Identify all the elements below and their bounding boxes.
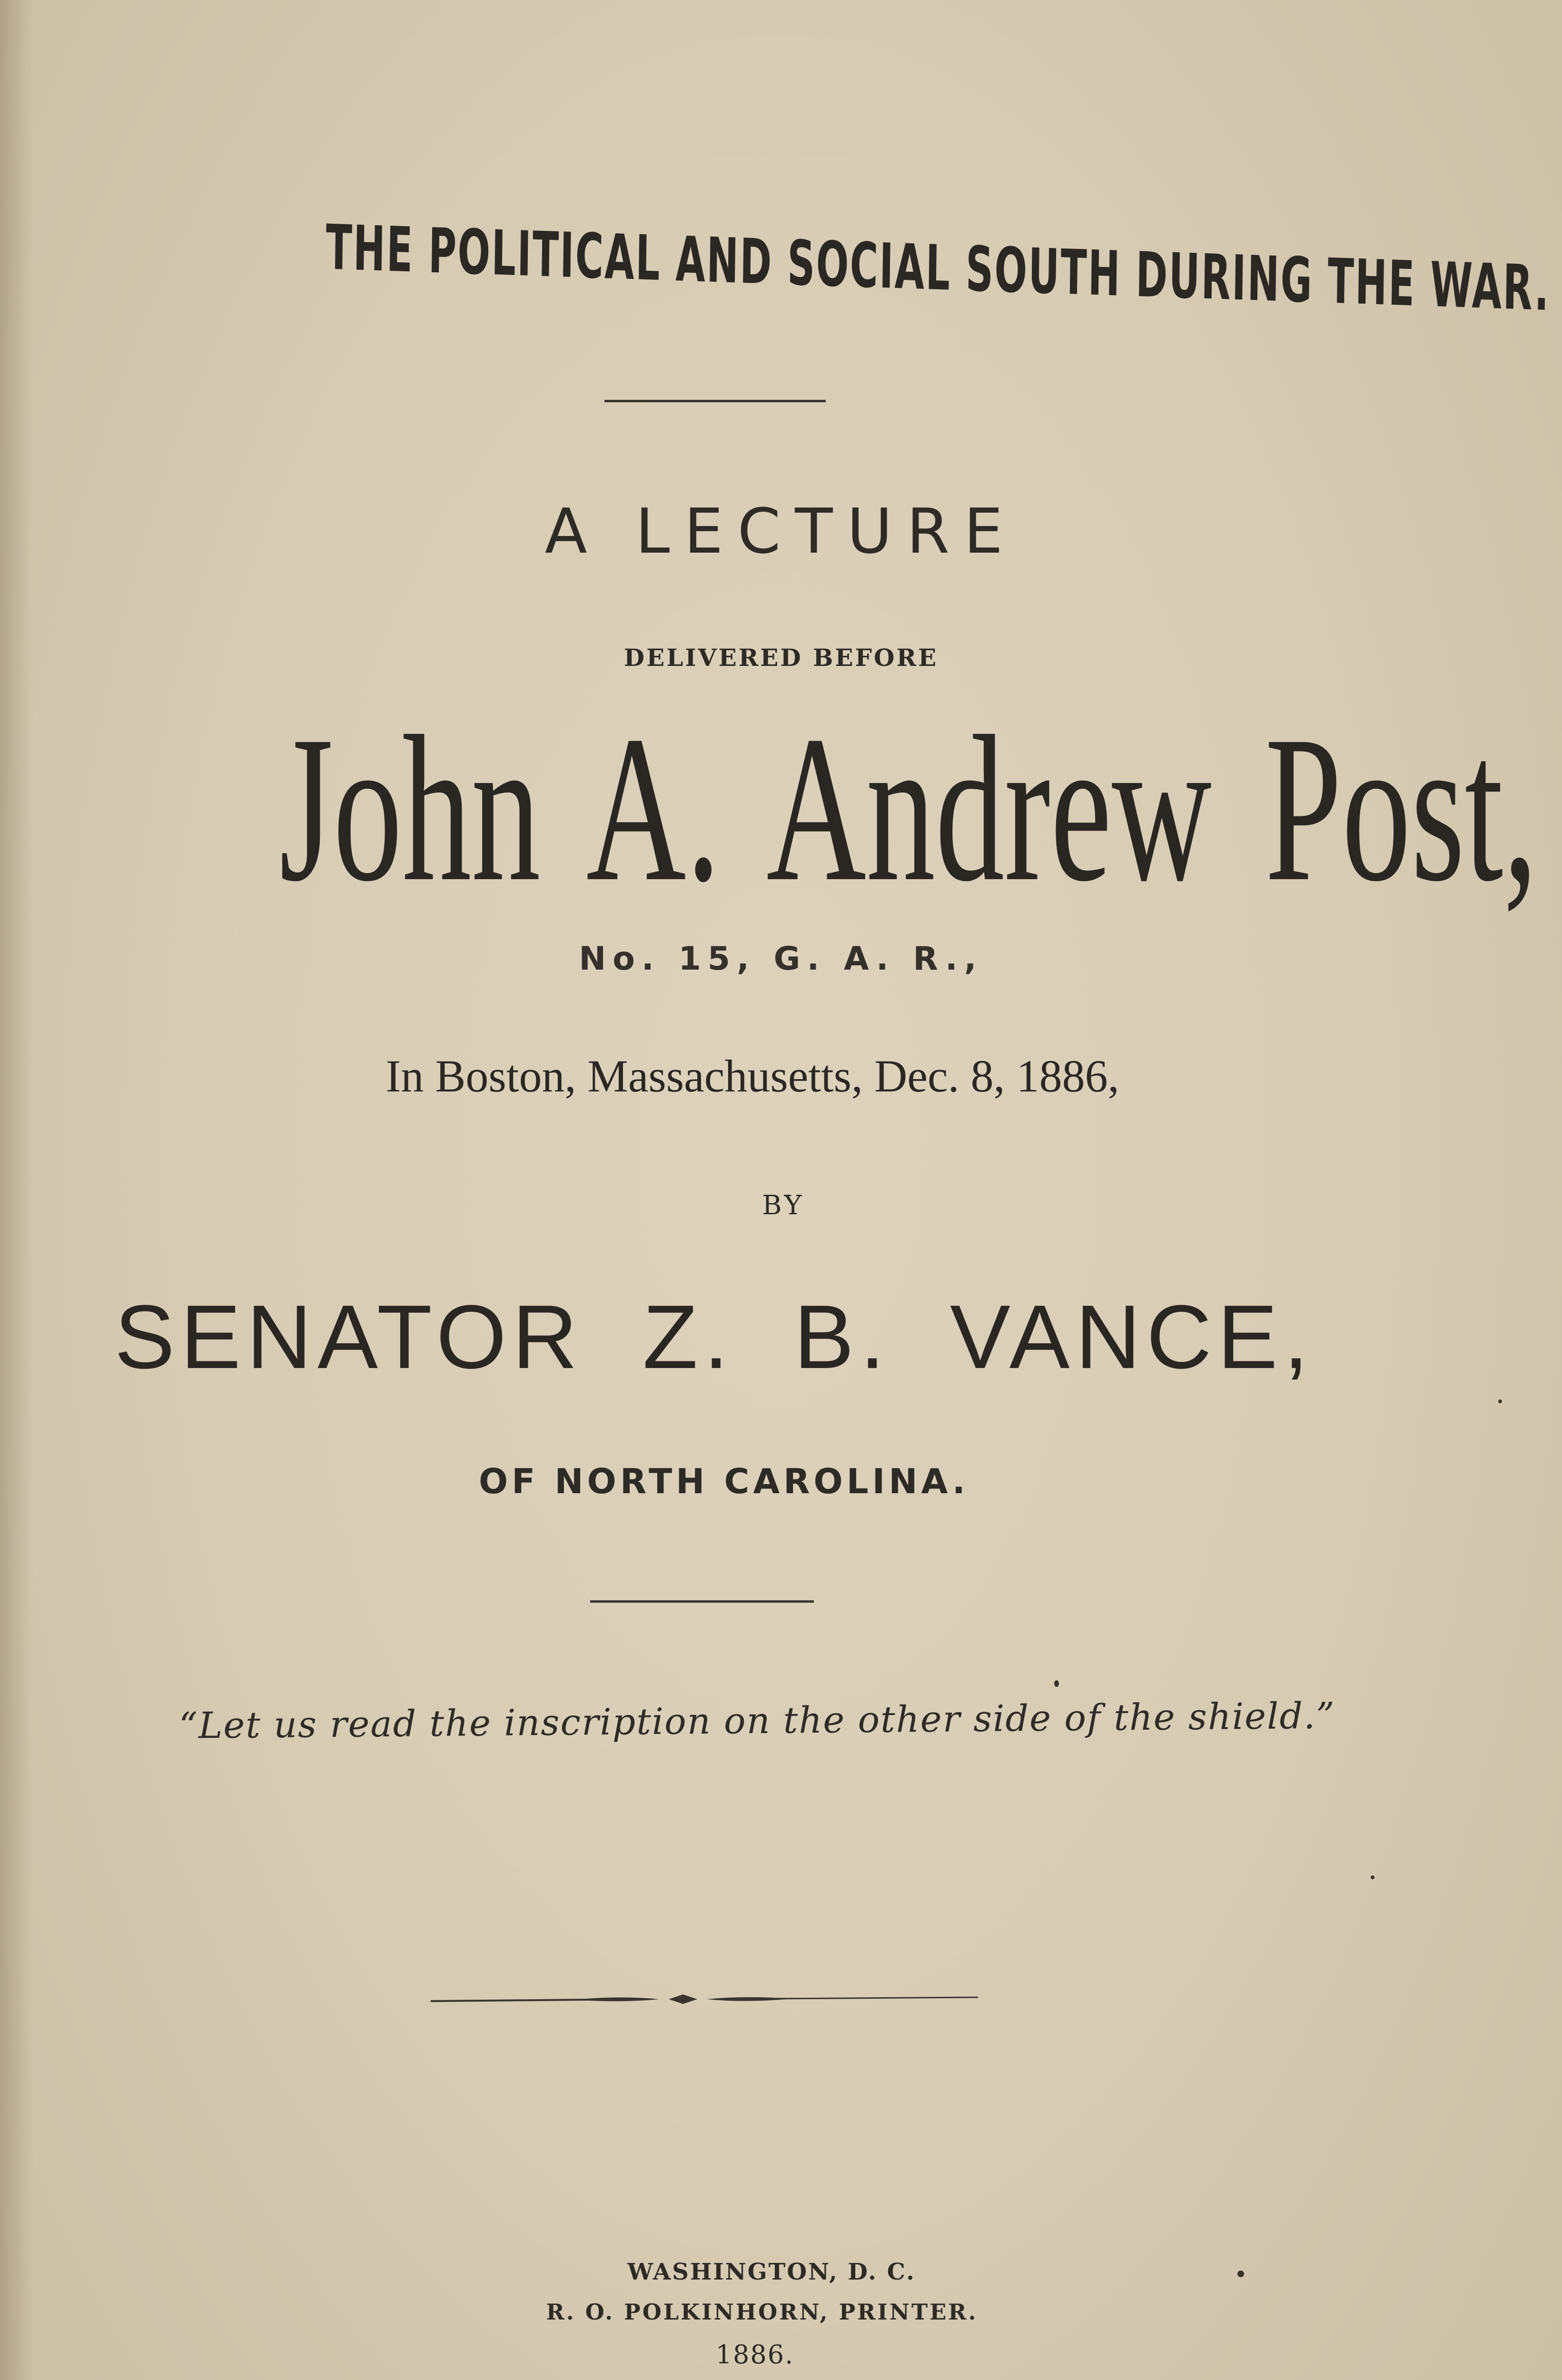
lecture-location-date: In Boston, Massachusetts, Dec. 8, 1886,	[386, 1051, 1119, 1101]
post-number: No. 15, G. A. R.,	[579, 940, 983, 978]
author-state: OF NORTH CAROLINA.	[478, 1461, 969, 1501]
paper-speck	[1371, 1875, 1374, 1879]
paper-speck	[1054, 1680, 1059, 1687]
page-title: THE POLITICAL AND SOCIAL SOUTH DURING THE WAR.	[325, 211, 1551, 325]
top-divider-rule	[604, 400, 826, 402]
imprint-city: WASHINGTON, D. C.	[627, 2259, 916, 2285]
post-name: John A. Andrew Post,	[279, 693, 1538, 925]
epigraph-quote: “Let us read the inscription on the other side of the shield.”	[178, 1694, 1336, 1747]
paper-speck	[1498, 1399, 1502, 1403]
author-name: SENATOR Z. B. VANCE,	[114, 1287, 1315, 1388]
by-text: BY	[762, 1190, 805, 1221]
paper-speck	[1237, 2271, 1244, 2277]
middle-divider-rule	[590, 1600, 814, 1603]
imprint-year: 1886.	[715, 2340, 794, 2370]
ornamental-divider-icon	[431, 1985, 978, 2013]
lecture-heading: A LECTURE	[544, 495, 1018, 567]
imprint-printer: R. O. POLKINHORN, PRINTER.	[546, 2299, 978, 2325]
delivered-before-text: DELIVERED BEFORE	[623, 644, 939, 672]
